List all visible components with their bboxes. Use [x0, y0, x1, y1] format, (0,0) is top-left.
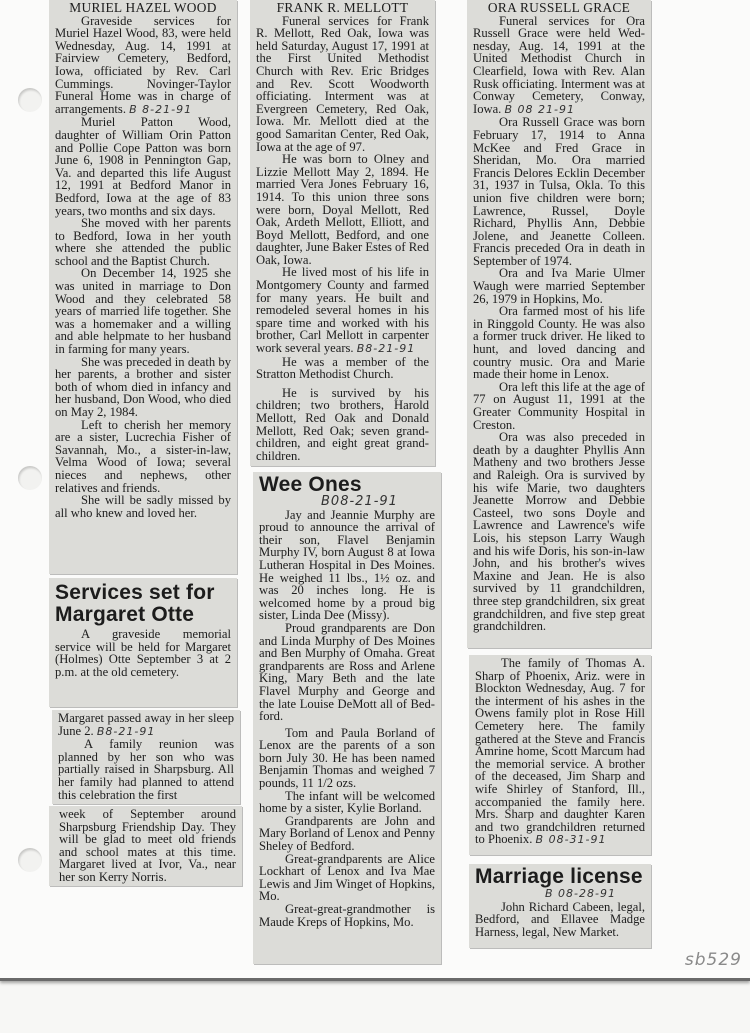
obituary-paragraph: Funeral services for Frank R. Mellott, Red Oak, Iowa was held Saturday, August 17, 1991 at the First United Methodist Church with Rev. Eric Bridges and Rev. Scott Woodworth officiating. Interment was at Evergreen Cemetery, Red Oak, Iowa. Mr. Mellott died at the good Samaritan Center, Red Oak, Iowa at the age of 97. [256, 13, 429, 154]
obituary-paragraph: He is survived by his children; two brothers, Harold Mellott, Red Oak and Donald Mellott, Red Oak; seven grandchildren, and eight great grandchildren. [256, 385, 429, 463]
obituary-paragraph: On December 14, 1925 she was united in marriage to Don Wood and they celebrated 58 years of married life together. She was a homemaker and a willing and able helpmate to her husband in farming for many years. [55, 266, 231, 357]
announcement-paragraph: The infant will be welcomed home by a sister, Kylie Borland. [259, 788, 435, 816]
obituary-paragraph: He was a member of the Stratton Methodist Church. [256, 354, 429, 382]
obituary-ora-russell-grace [467, 0, 651, 648]
obituary-paragraph: Funeral services for Ora Russell Grace were held Wednesday, Aug. 14, 1991 at the United Methodist Church in Clearfield, Iowa with Rev. Alan Rusk officiating. Interment was at Conway Cemetery, Conway, Iowa. B 08 21-91 [473, 13, 645, 116]
notice-paragraph: week of September around Sharpsburg Friendship Day. They will be glad to meet old friends and school mates at this time. Margaret lived at Ivor, Va., near her son Kerry Norris. [59, 807, 236, 884]
obituary-paragraph: Left to cherish her memory are a sister, Lucrechia Fisher of Savannah, Mo., a sister-in-law, Velma Wood of Iowa; several nieces and nephews, other relatives and friends. [55, 417, 231, 495]
announcement-paragraph: Grandparents are John and Mary Borland of Lenox and Penny Sheley of Bedford. [259, 813, 435, 854]
announcement-paragraph: Jay and Jeannie Murphy are proud to announce the arrival of their son, Flavel Benjamin Murphy IV, born August 8 at Iowa Lutheran Hospital in Des Moines. He weighed 11 lbs., 1½ oz. and was 20 inches long. He is welcomed home by a proud big sister, Linda Dee (Missy). [259, 507, 435, 623]
announcement-paragraph: Great-grandparents are Alice Lockhart of Lenox and Iva Mae Lewis and Jim Winget of Hopkins, Mo. [259, 851, 435, 904]
page-number-stamp: sb529 [684, 950, 742, 970]
birth-announcements-wee-ones [253, 472, 441, 964]
notice-margaret-otte-part1 [49, 578, 237, 707]
obituary-paragraph: He lived most of his life in Montgomery County and farmed for many years. He built and remodeled several homes in his spare time and worked with his brother, Carl Mellott in carpenter work several years. B8-21-91 [256, 265, 429, 356]
obituary-paragraph: Ora Russell Grace was born February 17, 1914 to Anna McKee and Fred Grace in Sheridan, Mo. Ora married Francis Delores Ecklin December 31, 1937 in Tulsa, Okla. To this union five children were born; Lawrence, Russel, Doyle Richard, Phyllis Ann, Debbie Jolene, and Jeanette Colleen. Francis preceded Ora in death in September of 1974. [473, 115, 645, 268]
announcement-paragraph: Tom and Paula Borland of Lenox are the parents of a son born July 30. He has been named Benjamin Thomas and weighed 7 pounds, 11 1/2 ozs. [259, 725, 435, 791]
handwritten-date: B 08-31-91 [535, 833, 607, 847]
obituary-heading: FRANK R. MELLOTT [276, 0, 409, 15]
obituary-frank-r-mellott [250, 0, 435, 466]
obituary-paragraph: Ora farmed most of his life in Ringgold County. He was also a former truck driver. He liked to hunt, and loved dancing and country music. Ora and Marie made their home in Lenox. [473, 304, 645, 382]
handwritten-date: B08-21-91 [321, 494, 398, 509]
handwritten-date: B 08 21-91 [504, 102, 575, 116]
obituary-paragraph: She will be sadly missed by all who knew and loved her. [55, 493, 231, 520]
obituary-heading: ORA RUSSELL GRACE [487, 0, 631, 15]
punch-hole [18, 466, 42, 490]
obituary-muriel-hazel-wood [49, 0, 237, 574]
notice-margaret-otte-part3 [49, 806, 242, 886]
notice-paragraph: A family reunion was planned by her son who was partially raised in Sharpsburg. All her family had planned to attend this celebration the first [58, 737, 234, 802]
obituary-paragraph: Ora left this life at the age of 77 on August 11, 1991 at the Greater Community Hospital in Creston. [473, 379, 645, 432]
handwritten-date: B8-21-91 [356, 342, 416, 356]
obituary-paragraph: He was born to Olney and Lizzie Mellott May 2, 1894. He married Vera Jones February 16, 1914. To this union three sons were born, Doyal Mellott, Red Oak, Ardeth Mellott, Elliott, and Boyd Mellott, Bedford, and one daughter, June Baker Estes of Red Oak, Iowa. [256, 152, 429, 267]
obituary-paragraph: Ora was also preceded in death by a daughter Phyllis Ann Matheny and two brothers Jesse and Raleigh. Ora is survived by his wife Marie, two daughters Jeanette Morrow and Debbie Casteel, two sons Doyle and Lawrence and Lawrence's wife Lois, his stepson Larry Waugh and his wife Doris, his son-in-law John, and his brother's wives Maxine and Jean. He is also survived by 11 grandchildren, three step grandchildren, six great grandchildren, and five step great grandchildren. [473, 430, 645, 634]
obituary-heading: MURIEL HAZEL WOOD [69, 0, 217, 15]
notice-heading: Services set for Margaret Otte [55, 581, 215, 626]
section-heading: Marriage license [475, 865, 643, 888]
obituary-paragraph: Ora and Iva Marie Ulmer Waugh were married September 26, 1979 in Hopkins, Mo. [473, 266, 645, 306]
handwritten-date: B 08-28-91 [545, 887, 616, 900]
notice-marriage-license [469, 864, 651, 948]
punch-hole [18, 88, 42, 112]
obituary-paragraph: She moved with her parents to Bedford, Iowa in her youth where she attended the public school and the Baptist Church. [55, 216, 231, 268]
obituary-paragraph: She was preceded in death by her parents, a brother and sister both of whom died in infancy and her husband, Don Wood, who died on May 2, 1984. [55, 354, 231, 419]
notice-paragraph: John Richard Cabeen, legal, Bedford, and Ellavee Madge Harness, legal, New Market. [475, 899, 645, 939]
handwritten-date: B 8-21-91 [129, 102, 193, 116]
notice-paragraph: A graveside memorial service will be held for Margaret (Holmes) Otte September 3 at 2 p.m. at the old cemetery. [55, 627, 231, 679]
announcement-paragraph: Proud grandparents are Don and Linda Murphy of Des Moines and Ben Murphy of Omaha. Great grandparents are Ross and Arlene King, Mary Beth and the late Flavel Murphy and George and the late Louise DeMott all of Bedford. [259, 620, 435, 724]
announcement-paragraph: Great-great-grandmother is Maude Kreps of Hopkins, Mo. [259, 902, 435, 929]
obituary-paragraph: Graveside services for Muriel Hazel Wood, 83, were held Wednesday, Aug. 14, 1991 at Fairview Cemetery, Bedford, Iowa, officiated by Rev. Carl Cummings. Novinger-Taylor Funeral Home was in charge of arrangements. B 8-21-91 [55, 13, 231, 116]
notice-paragraph: Margaret passed away in her sleep June 2. B8-21-91 [58, 711, 234, 738]
notice-margaret-otte-part2 [52, 710, 240, 804]
notice-thomas-a-sharp [469, 655, 651, 855]
notice-paragraph: The family of Thomas A. Sharp of Phoenix, Ariz. were in Blockton Wednesday, Aug. 7 for the interment of his ashes in the Owens family plot in Rose Hill Cemetery here. The family gathered at the Steve and Francis Amrine home, Scott Marcum had the memorial service. A brother of the deceased, Jim Sharp and wife Shirley of Stanford, Ill., accompanied the family here. Mrs. Sharp and daughter Karen and two grandchildren returned to Phoenix. B 08-31-91 [475, 656, 645, 847]
obituary-paragraph: Muriel Patton Wood, daughter of William Orin Patton and Pollie Cope Patton was born June 6, 1908 in Pennington Gap, Va. and departed this life August 12, 1991 at Bedford Manor in Bedford, Iowa at the age of 83 years, two months and six days. [55, 115, 231, 218]
section-heading: Wee Ones [259, 473, 362, 496]
punch-hole [18, 848, 42, 872]
handwritten-date: B8-21-91 [96, 724, 156, 738]
